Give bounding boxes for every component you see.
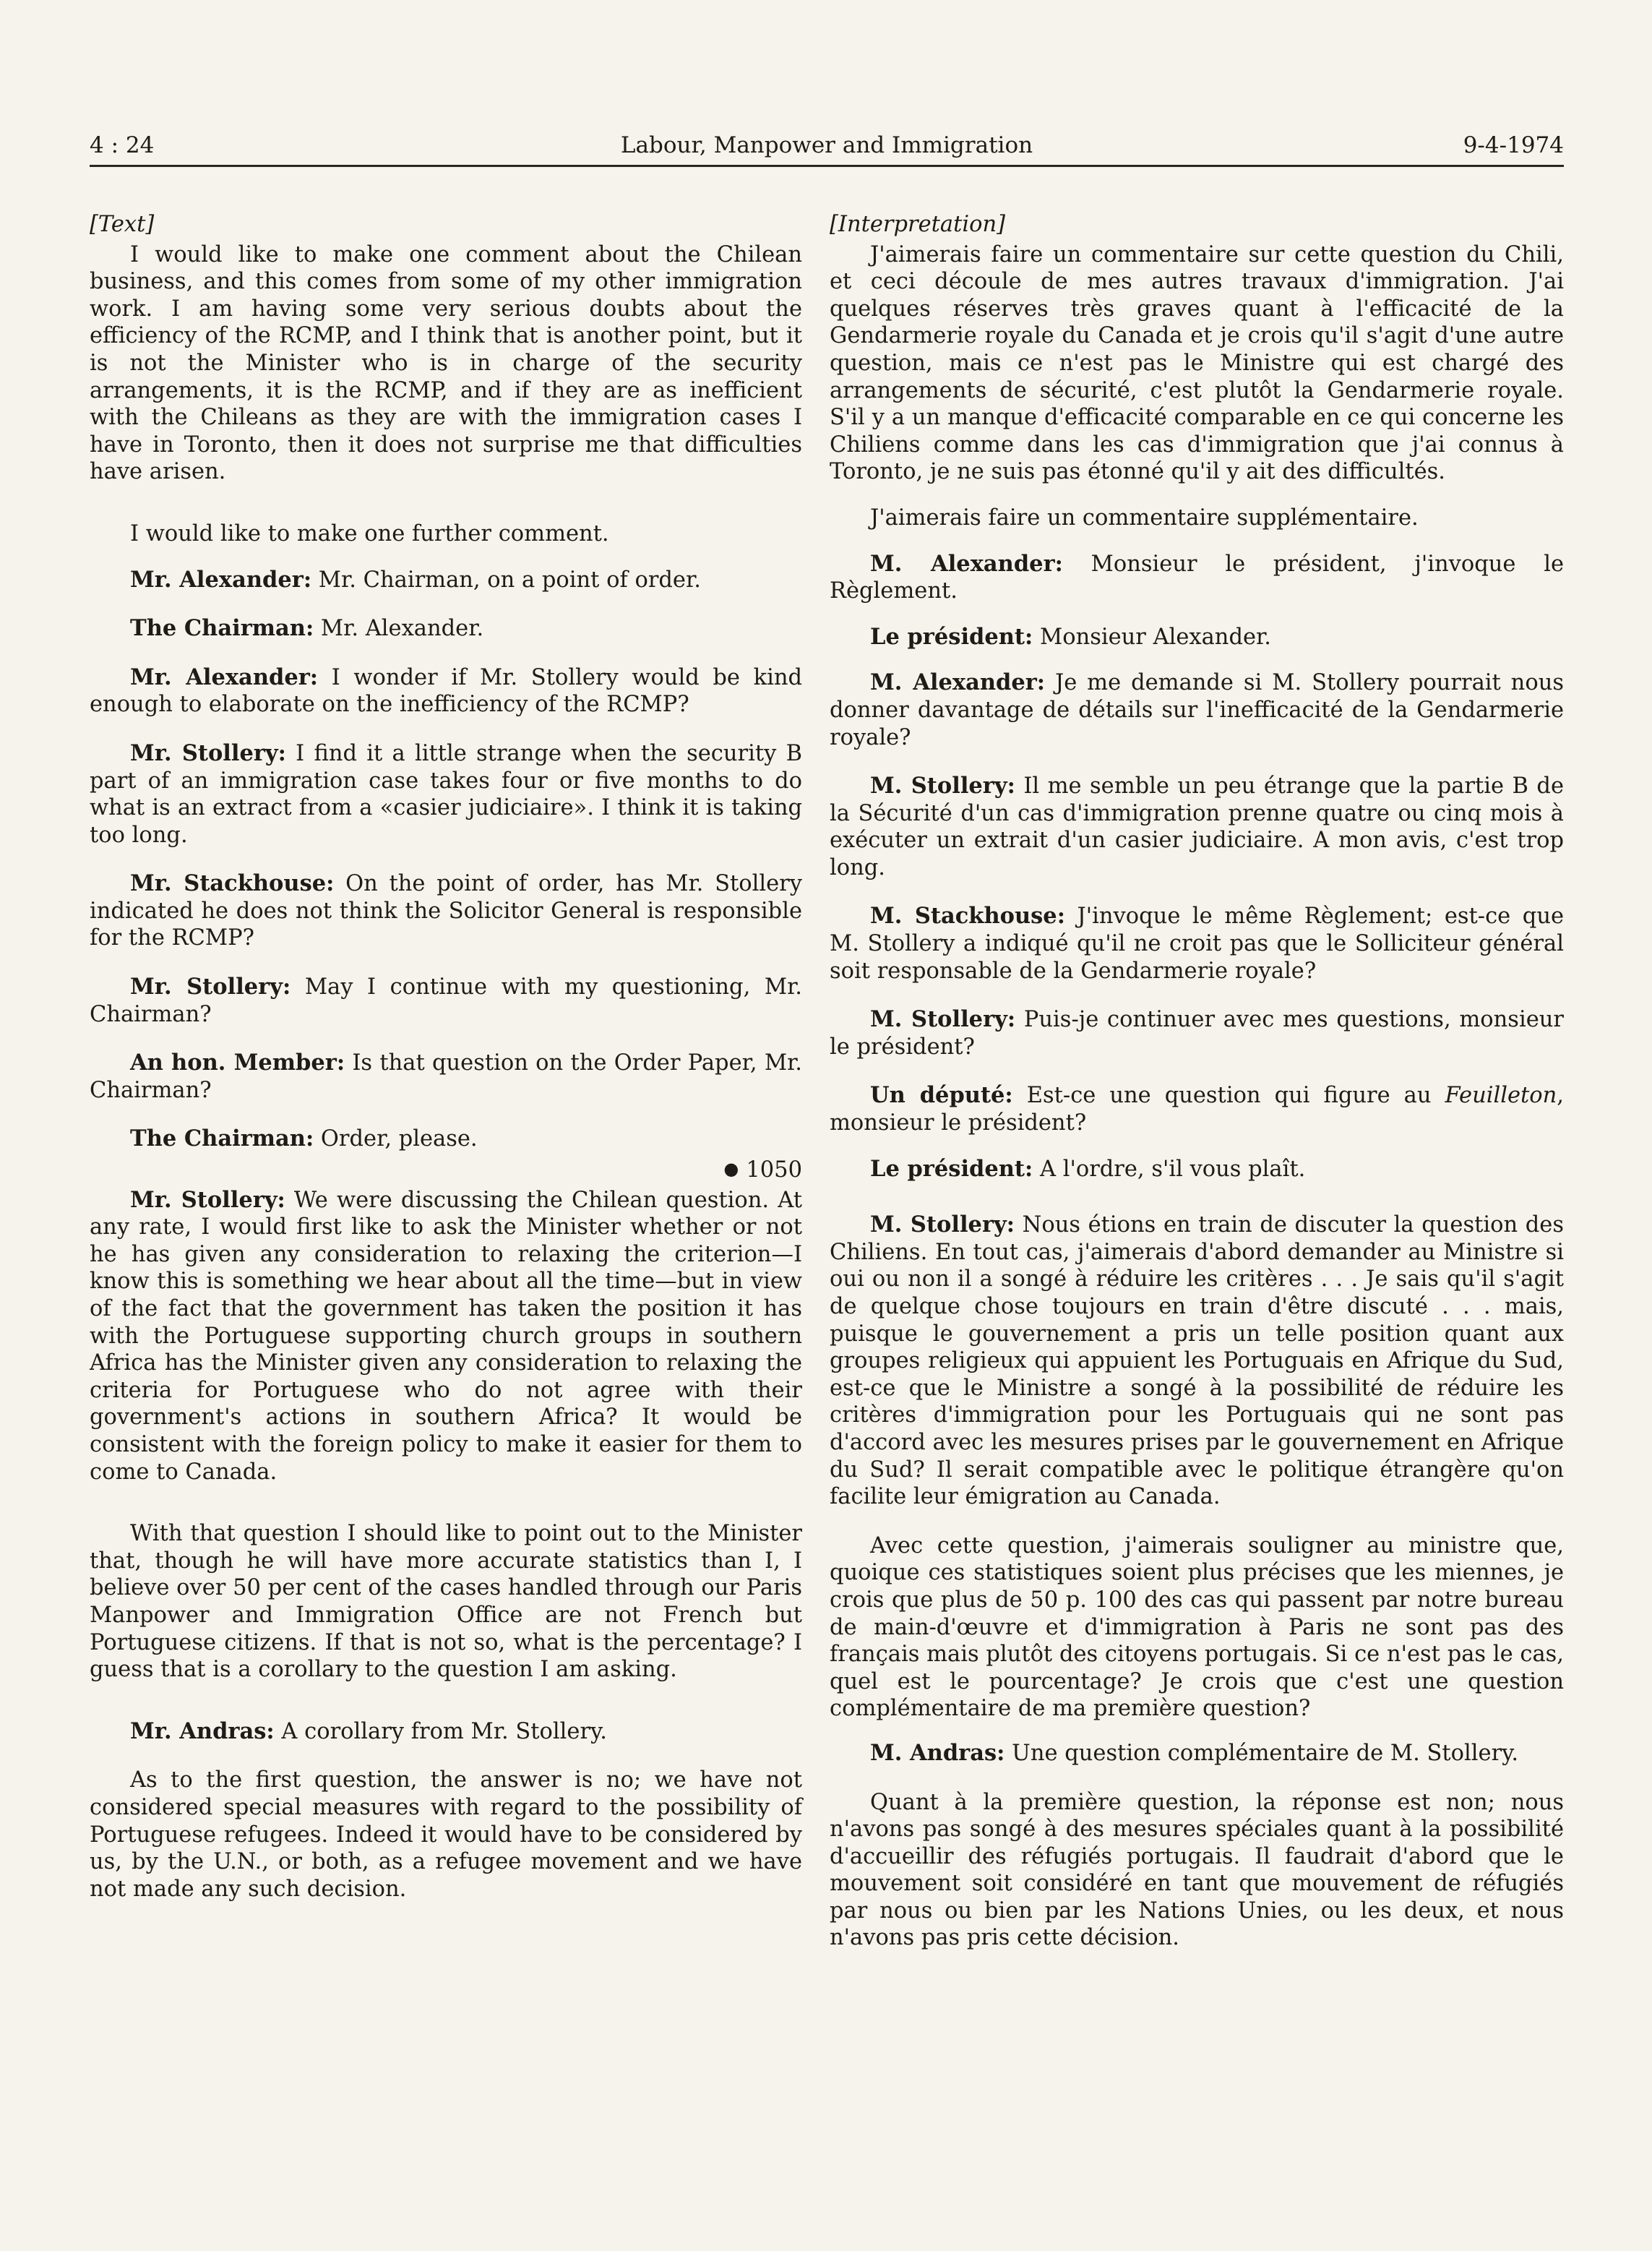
speech-entry [90,664,802,719]
speech-text: A corollary from Mr. Stollery. [274,1718,607,1744]
paragraph: I would like to make one comment about the Chilean business, and this comes from some of my other immigration work. I am having some very serious doubts about the efficiency of the RCMP, and I think that is another point, but it is not the Minister who is in charge of the security arrangements, it is the RCMP, and if they are as inefficient with the Chileans as they are with the immigration cases I have in Toronto, then it does not surprise me that difficulties have arisen. [90,241,802,485]
paragraph: Quant à la première question, la réponse est non; nous n'avons pas songé à des mesures spéciales quant à la possibilité d'accueillir des réfugiés portugais. Il faudrait d'abord que le mouvement soit considéré en tant que mouvement de réfugiés par nous ou bien par les Nations Unies, ou les deux, et nous n'avons pas pris cette décision. [830,1789,1564,1951]
speaker-name: Mr. Stollery: [130,739,286,766]
speech-entry [90,974,802,1028]
paragraph: As to the first question, the answer is no; we have not considered special measures with regard to the possibility of Portuguese refugees. Indeed it would have to be considered by us, by the U.N., or both, as a refugee movement and we have not made any such decision. [90,1767,802,1902]
paragraph: J'aimerais faire un commentaire sur cette question du Chili, et ceci découle de mes autres travaux d'immigration. J'ai quelques réserves très graves quant à l'efficacité de la Gendarmerie royale du Canada et je crois qu'il s'agit d'une autre question, mais ce n'est pas le Ministre qui est chargé des arrangements de sécurité, c'est plutôt la Gendarmerie royale. S'il y a un manque d'efficacité comparable en ce qui concerne les Chiliens comme dans les cas d'immigration que j'ai connus à Toronto, je ne suis pas étonné qu'il y ait des difficultés. [830,241,1564,485]
speech-entry [830,903,1564,985]
speech-text: Is that question on the Order Paper, Mr. Chairman? [90,1050,802,1103]
english-column [90,211,802,1925]
paragraph: Avec cette question, j'aimerais souligner au ministre que, quoique ces statistiques soient plus précises que les miennes, je crois que plus de 50 p. 100 des cas qui passent par notre bureau de main-d'œuvre et d'immigration à Paris ne sont pas des français mais plutôt des citoyens portugais. Si ce n'est pas le cas, quel est le pourcentage? Je crois que c'est une question complémentaire de ma première question? [830,1532,1564,1722]
paragraph: With that question I should like to point out to the Minister that, though he will have more accurate statistics than I, I believe over 50 per cent of the cases handled through our Paris Manpower and Immigration Office are not French but Portuguese citizens. If that is not so, what is the percentage? I guess that is a corollary to the question I am asking. [90,1521,802,1683]
speech-text: Order, please. [314,1126,478,1152]
running-title: Labour, Manpower and Immigration [620,132,1033,158]
speaker-name: M. Stollery: [870,773,1015,799]
speech-entry [830,1082,1564,1136]
speech-entry [90,567,802,594]
time-value: 1050 [746,1157,802,1183]
speech-text: Monsieur Alexander. [1033,624,1271,650]
speaker-name: The Chairman: [130,615,314,642]
speech-entry [830,669,1564,751]
speech-entry [90,1187,802,1486]
speech-entry [830,551,1564,605]
speech-text-italic: Feuilleton [1445,1083,1557,1109]
speech-text: Mr. Alexander. [314,616,484,642]
speech-entry [90,740,802,849]
speech-entry [830,773,1564,881]
speech-text: Il me semble un peu étrange que la partie B de la Sécurité d'un cas d'immigration prenne quatre ou cinq mois à exécuter un extrait d'un casier judiciaire. A mon avis, c'est trop long. [830,773,1564,880]
speech-entry [90,870,802,952]
interpretation-tag: [Interpretation] [830,212,1005,237]
speech-entry [830,1006,1564,1060]
speech-entry [90,1050,802,1104]
speech-entry [90,615,802,643]
speech-text: Puis-je continuer avec mes questions, monsieur le président? [830,1007,1564,1060]
page-header [90,127,1564,163]
speech-text: Mr. Chairman, on a point of order. [311,567,701,593]
speech-entry [830,624,1564,651]
speech-entry [830,1740,1564,1767]
speaker-name: Mr. Stollery: [130,974,291,1000]
speaker-name: M. Stackhouse: [870,903,1065,930]
speaker-name: M. Alexander: [870,669,1046,696]
speech-entry [830,1212,1564,1511]
bullet-icon: ● [723,1159,739,1180]
speech-entry [830,1156,1564,1183]
speech-text: I wonder if Mr. Stollery would be kind enough to elaborate on the inefficiency of the RCMP? [90,664,802,718]
speech-text: On the point of order, has Mr. Stollery indicated he does not think the Solicitor General is responsible for the RCMP? [90,871,802,951]
paragraph: I would like to make one further comment. [130,520,609,546]
speaker-name: M. Stollery: [870,1006,1016,1033]
speech-text: Est-ce une question qui figure au [1012,1083,1445,1109]
speech-text: Nous étions en train de discuter la question des Chiliens. En tout cas, j'aimerais d'abord demander au Ministre si oui ou non il a songé à réduire les critères . . . Je sais qu'il s'agit de quelque chose toujours en train d'être discuté . . . mais, puisque le gouvernement a pris un telle position quant aux groupes religieux qui appuient les Portuguais en Afrique du Sud, est-ce que le Ministre a songé à la possibilité de réduire les critères d'immigration pour les Portuguais qui ne sont pas d'accord avec les mesures prises par le gouvernement en Afrique du Sud? Il serait compatible avec le politique étrangère qu'on facilite leur émigration au Canada. [830,1212,1564,1510]
speaker-name: Le président: [870,1155,1033,1182]
speech-text: I find it a little strange when the security B part of an immigration case takes four or five months to do what is an extract from a «casier judiciaire». I think it is taking too long. [90,740,802,848]
speaker-name: M. Alexander: [870,550,1063,577]
french-column [830,211,1564,1974]
page-number: 4 : 24 [90,132,155,158]
speech-text: We were discussing the Chilean question. At any rate, I would first like to ask the Minister whether or not he has given any consideration to relaxing the criterion—I know this is something we hear about all the time—but in view of the fact that the government has taken the position it has with the Portuguese supporting church groups in southern Africa has the Minister given any consideration to relaxing the criteria for Portuguese who do not agree with their government's actions in southern Africa? It would be consistent with the foreign policy to make it easier for them to come to Canada. [90,1187,802,1485]
speaker-name: Mr. Alexander: [130,664,319,690]
speaker-name: Un député: [870,1082,1013,1109]
speaker-name: Mr. Alexander: [130,566,312,593]
speaker-name: Mr. Stackhouse: [130,870,335,897]
speech-text: A l'ordre, s'il vous plaît. [1033,1156,1306,1182]
text-tag: [Text] [90,212,155,237]
speech-text: J'invoque le même Règlement; est-ce que M. Stollery a indiqué qu'il ne croit pas que le Solliciteur général soit responsable de la Gendarmerie royale? [830,904,1565,984]
speech-text: Monsieur le président, j'invoque le Règlement. [830,551,1564,604]
speaker-name: Le président: [870,623,1033,650]
speaker-name: M. Andras: [870,1739,1005,1766]
speaker-name: Mr. Andras: [130,1718,275,1744]
time-marker [90,1156,802,1184]
speech-text: May I continue with my questioning, Mr. Chairman? [90,974,802,1027]
speaker-name: Mr. Stollery: [130,1186,285,1213]
speech-text: Je me demande si M. Stollery pourrait nous donner davantage de détails sur l'inefficacité de la Gendarmerie royale? [830,670,1564,750]
speech-text: Une question complémentaire de M. Stollery. [1004,1740,1519,1766]
speech-text: , monsieur le président? [830,1083,1564,1136]
paragraph: J'aimerais faire un commentaire supplémentaire. [870,505,1419,531]
speaker-name: An hon. Member: [130,1050,345,1076]
speech-entry [90,1718,802,1746]
speaker-name: The Chairman: [130,1126,314,1152]
header-date: 9-4-1974 [1463,132,1564,158]
header-rule [90,165,1564,167]
speech-entry [90,1126,802,1153]
speaker-name: M. Stollery: [870,1212,1015,1238]
